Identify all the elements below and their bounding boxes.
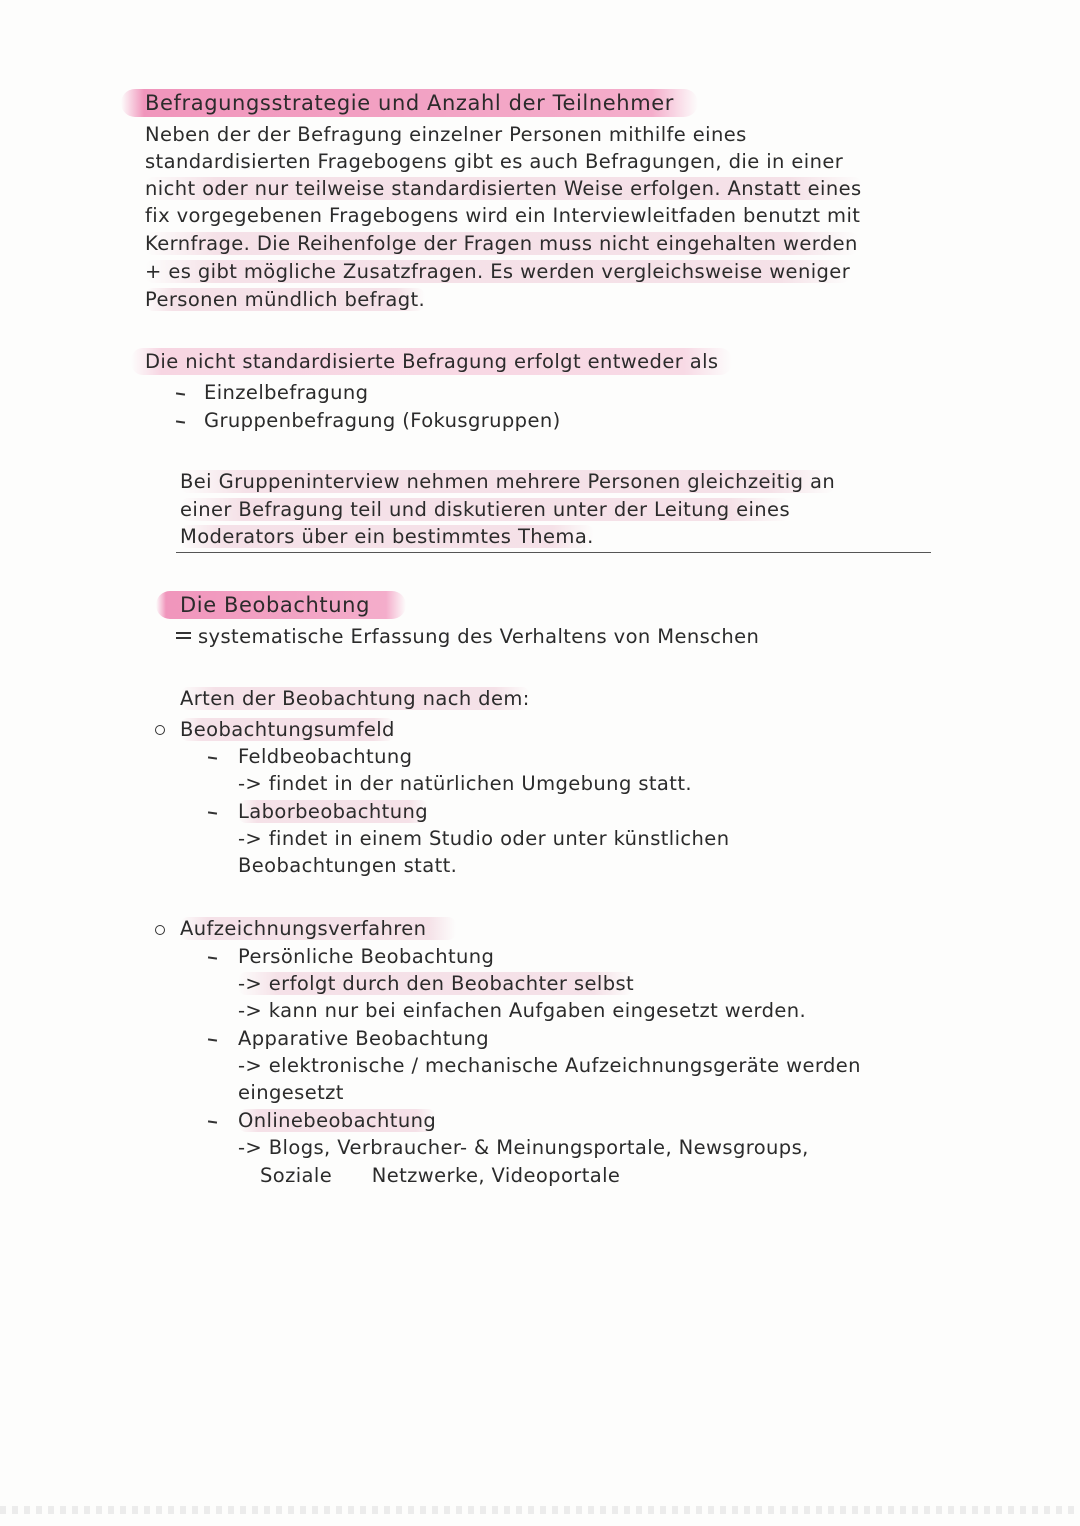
sub-item-note: -> elektronische / mechanische Aufzeichnungsgeräte werden	[238, 1054, 861, 1077]
dash-bullet	[208, 811, 217, 814]
sub-item-note: eingesetzt	[238, 1081, 344, 1104]
section-heading-beobachtung: Die Beobachtung	[180, 592, 406, 618]
section-divider	[176, 552, 931, 553]
group-title-aufzeichnungsverfahren: Aufzeichnungsverfahren	[180, 916, 456, 942]
dash-bullet	[208, 1038, 217, 1041]
sub-item-note: -> erfolgt durch den Beobachter selbst	[238, 972, 635, 995]
group-paragraph-line: Moderators über ein bestimmtes Thema.	[180, 525, 594, 548]
circle-bullet	[155, 925, 165, 935]
group-paragraph-line: einer Befragung teil und diskutieren unter der Leitung eines	[180, 498, 791, 521]
group-paragraph-line: Bei Gruppeninterview nehmen mehrere Personen gleichzeitig an	[180, 470, 836, 493]
dash-bullet	[176, 420, 185, 423]
intro-line: Die nicht standardisierte Befragung erfolgt entweder als	[145, 349, 732, 375]
sub-item-label: Feldbeobachtung	[238, 745, 413, 768]
dash-bullet	[208, 956, 217, 959]
dash-bullet	[208, 1120, 217, 1123]
sub-item-note: -> findet in einem Studio oder unter künstlichen	[238, 827, 730, 850]
paragraph-line: standardisierten Fragebogens gibt es auch Befragungen, die in einer	[145, 150, 844, 173]
sub-item-note: -> findet in der natürlichen Umgebung statt.	[238, 772, 692, 795]
sub-item-note: Soziale Netzwerke, Videoportale	[260, 1164, 621, 1187]
sub-item-label: Apparative Beobachtung	[238, 1027, 490, 1050]
sub-item-label: Onlinebeobachtung	[238, 1109, 437, 1132]
types-intro: Arten der Beobachtung nach dem:	[180, 687, 530, 710]
paragraph-line: + es gibt mögliche Zusatzfragen. Es werden vergleichsweise weniger	[145, 260, 851, 283]
paragraph-line: fix vorgegebenen Fragebogens wird ein Interviewleitfaden benutzt mit	[145, 204, 861, 227]
sub-item-note: -> Blogs, Verbraucher- & Meinungsportale, Newsgroups,	[238, 1136, 809, 1159]
paragraph-line: Personen mündlich befragt.	[145, 288, 426, 311]
dash-bullet	[208, 756, 217, 759]
equals-sign	[176, 632, 191, 642]
definition: systematische Erfassung des Verhaltens von Menschen	[198, 625, 760, 648]
section-heading-befragungsstrategie: Befragungsstrategie und Anzahl der Teilnehmer	[145, 90, 698, 116]
sub-item-label: Persönliche Beobachtung	[238, 945, 495, 968]
paragraph-line: Kernfrage. Die Reihenfolge der Fragen muss nicht eingehalten werden	[145, 232, 858, 255]
sub-item-note: -> kann nur bei einfachen Aufgaben eingesetzt werden.	[238, 999, 807, 1022]
sub-item-note: Beobachtungen statt.	[238, 854, 458, 877]
list-item: Einzelbefragung	[204, 381, 369, 404]
paragraph-line: nicht oder nur teilweise standardisierten Weise erfolgen. Anstatt eines	[145, 177, 862, 200]
paragraph-line: Neben der der Befragung einzelner Personen mithilfe eines	[145, 123, 747, 146]
circle-bullet	[155, 725, 165, 735]
scan-edge-artifact	[0, 1506, 1080, 1514]
list-item: Gruppenbefragung (Fokusgruppen)	[204, 409, 561, 432]
sub-item-label: Laborbeobachtung	[238, 800, 428, 823]
group-title-beobachtungsumfeld: Beobachtungsumfeld	[180, 718, 395, 741]
dash-bullet	[176, 392, 185, 395]
